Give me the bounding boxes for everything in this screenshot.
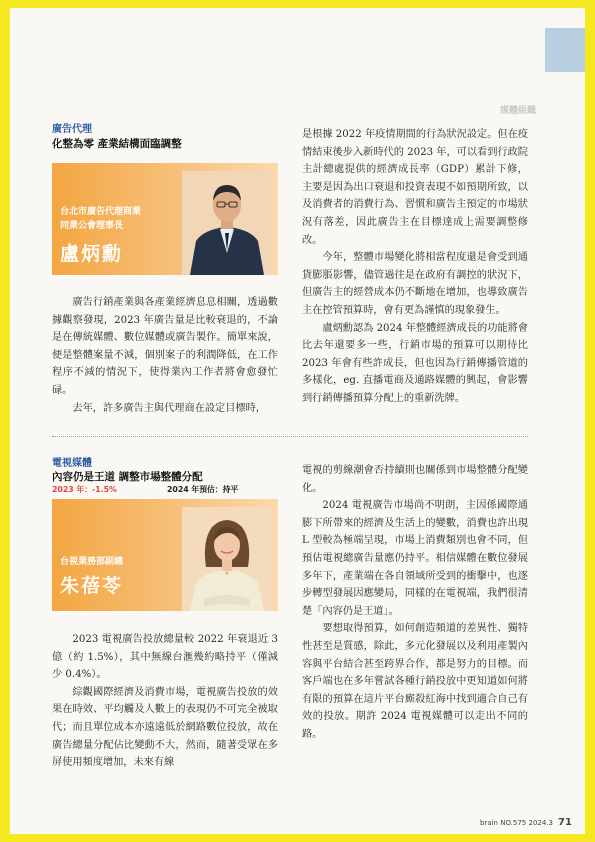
paragraph: 今年，整體市場變化將相當程度還是會受到通貨膨脹影響，儘管過往是在政府有調控的狀況下，但廣告主的經營成本仍不斷地在增加，也導致廣告主在控管預算時，會有更為謹慎的現象發生。 (302, 252, 528, 316)
section2-banner (52, 499, 278, 611)
page-footer (480, 817, 572, 828)
person2-role: 台視業務部副總 (60, 557, 124, 567)
section1-left-column (52, 294, 278, 417)
person1-name: 盧炳勳 (60, 243, 124, 265)
person2-photo (182, 507, 272, 611)
paragraph: 要想取得預算，如何創造頻道的差異性、獨特性甚至是質感，除此，多元化發展以及利用產製內容與平台結合甚至跨界合作，都是努力的目標。而客戶端也在多年嘗試各種行銷投放中更知道如何將有限的預算在這片平台廝殺紅海中找到適合自己有效的投放。期許 2024 電視媒體可以走出不同的路。 (302, 623, 528, 740)
issue-info: brain NO.575 2024.3 (480, 819, 553, 827)
section-divider (52, 436, 528, 437)
section1-title: 化整為零 產業結構面臨調整 (52, 138, 182, 150)
page-number: 71 (557, 817, 572, 828)
section1-label: 廣告代理 (52, 124, 92, 135)
paragraph: 2023 電視廣告投放總量較 2022 年衰退近 3 億（約 1.5%），其中無線台滙幾約略持平（僅減少 0.4%）。 (52, 634, 278, 681)
stat-2023: 2023 年：-1.5% (52, 485, 117, 494)
person1-photo (182, 171, 272, 275)
section1-right-column (302, 126, 528, 408)
person1-role-line2: 同業公會理事長 (60, 221, 124, 231)
paragraph: 去年，許多廣告主與代理商在設定目標時， (72, 402, 266, 414)
person1-role-line1: 台北市廣告代理商業 (60, 207, 142, 217)
person2-name: 朱蓓苓 (60, 575, 124, 597)
section2-right-column (302, 462, 528, 744)
section2-title: 內容仍是王道 調整市場整體分配 (52, 471, 203, 483)
paragraph: 是根據 2022 年疫情期間的行為狀況設定。但在疫情結束後步入新時代的 2023 年，可以看到行政院主計總處提供的經濟成長率（GDP）累計下修，主要是因為出口衰退和投資表現不如預期所致，以及消費者的消費行為、習慣和廣告主預定的市場狀況有落差，因此廣告主在目標達成上需要調整修改。 (302, 129, 528, 246)
paragraph: 電視的剪線潮會否持續則也關係到市場整體分配變化。 (302, 465, 528, 494)
section2-left-column (52, 631, 278, 772)
paragraph: 盧炳勳認為 2024 年整體經濟成長的功能將會比去年還要多一些，行銷市場的預算可以期待比 2023 年會有些許成長，但也因為行銷傳播管道的多樣化，eg. 直播電商及通路媒體的興起，會影響到行銷傳播預算分配上的重新洗牌。 (302, 322, 528, 404)
magazine-page (10, 8, 585, 834)
section2-label: 電視媒體 (52, 458, 92, 469)
paragraph: 綜觀國際經濟及消費市場，電視廣告投放的效果在時效、平均觸及人數上的表現仍不可完全被取代；而且單位成本亦遠遠低於網路數位投放，故在廣告總量分配佔比變動不大，然而，隨著受眾在多屏使用頻度增加，未來有線 (52, 686, 278, 769)
side-tab (545, 28, 585, 72)
section-tab-label: 媒體組織 (500, 106, 537, 116)
stat-2024-forecast: 2024 年預估：持平 (167, 485, 239, 494)
paragraph: 廣告行銷產業與各產業經濟息息相關，透過數據觀察發現，2023 年廣告量是比較衰退的，不論是在傳統媒體、數位媒體或廣告製作。簡單來說，便是整體案量不減，個別案子的利潤降低，在工作程序不減的情況下，使得業內工作者將會愈發忙碌。 (52, 297, 278, 396)
section1-banner (52, 163, 278, 275)
paragraph: 2024 電視廣告市場尚不明朗，主因係國際通膨下所帶來的經濟及生活上的變數，消費也許出現 L 型較為極端呈現，市場上消費類別也會不同，但預估電視總廣告量應仍持平。相信媒體在數位發展多年下，產業端在各自領域所受到的衝擊中，也逐步轉型發展因應變局，同樣的在電視端，我們很清楚「內容仍是王道」。 (302, 500, 528, 617)
ad-volume-stats (52, 484, 239, 495)
